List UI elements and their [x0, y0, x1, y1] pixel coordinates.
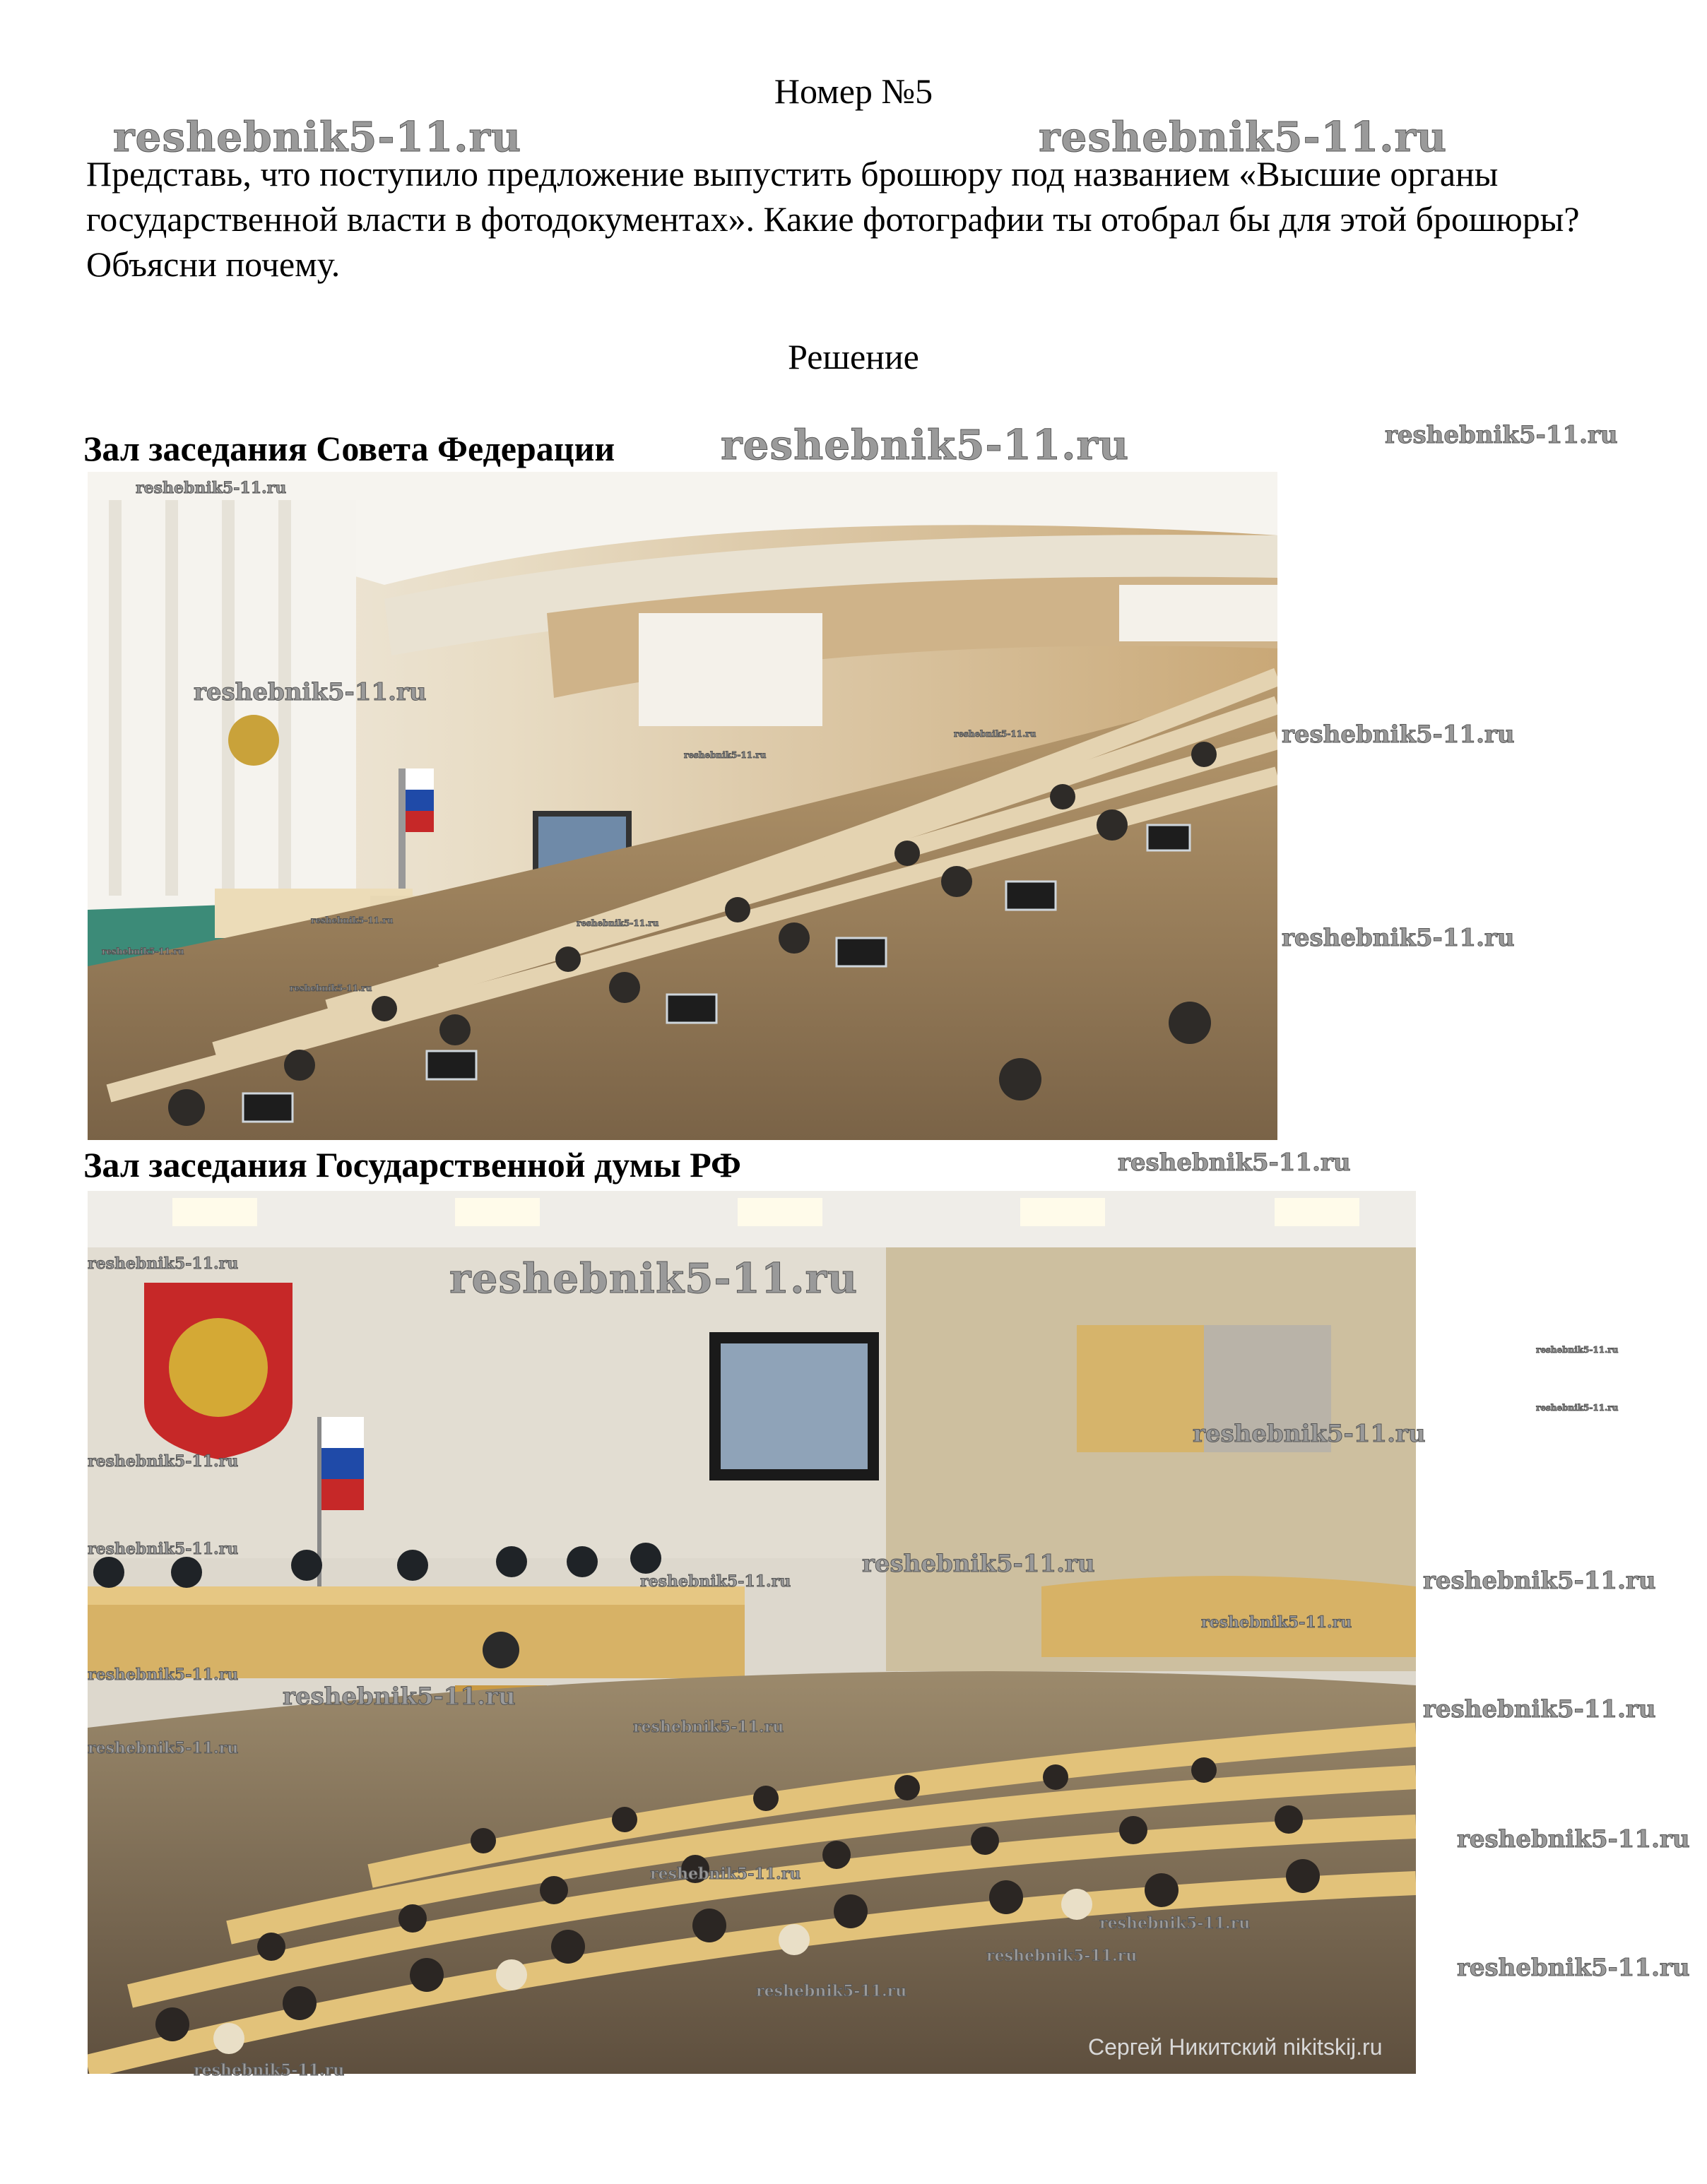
watermark: reshebnik5-11.ru: [633, 1718, 784, 1736]
solution-label: Решение: [788, 337, 919, 376]
photo-credit: Сергей Никитский nikitskij.ru: [1088, 2034, 1383, 2060]
watermark: reshebnik5-11.ru: [290, 983, 372, 993]
watermark: reshebnik5-11.ru: [194, 2061, 345, 2079]
watermark: reshebnik5-11.ru: [88, 1666, 239, 1684]
watermark: reshebnik5-11.ru: [1282, 720, 1515, 749]
watermark: reshebnik5-11.ru: [449, 1254, 858, 1302]
watermark: reshebnik5-11.ru: [88, 1452, 239, 1471]
watermark: reshebnik5-11.ru: [102, 946, 184, 956]
watermark: reshebnik5-11.ru: [88, 1739, 239, 1757]
watermark: reshebnik5-11.ru: [194, 678, 427, 706]
watermark: reshebnik5-11.ru: [684, 750, 767, 760]
watermark: reshebnik5-11.ru: [1536, 1403, 1619, 1413]
watermark: reshebnik5-11.ru: [986, 1947, 1138, 1965]
watermark: reshebnik5-11.ru: [1536, 1345, 1619, 1355]
watermark: reshebnik5-11.ru: [88, 1540, 239, 1558]
watermark: reshebnik5-11.ru: [577, 918, 659, 928]
section-heading-federation-council: Зал заседания Совета Федерации: [83, 429, 615, 468]
watermark: reshebnik5-11.ru: [1039, 113, 1448, 161]
federation-council-hall-photo: [88, 472, 1277, 1140]
watermark: reshebnik5-11.ru: [640, 1572, 791, 1591]
watermark: reshebnik5-11.ru: [1457, 1825, 1690, 1853]
watermark: reshebnik5-11.ru: [1193, 1420, 1426, 1448]
watermark: reshebnik5-11.ru: [88, 1254, 239, 1273]
section-heading-state-duma: Зал заседания Государственной думы РФ: [83, 1145, 741, 1185]
state-duma-hall-photo: [88, 1191, 1416, 2074]
watermark: reshebnik5-11.ru: [1201, 1613, 1352, 1632]
watermark: reshebnik5-11.ru: [650, 1865, 801, 1883]
watermark: reshebnik5-11.ru: [1423, 1567, 1656, 1595]
watermark: reshebnik5-11.ru: [1282, 924, 1515, 952]
task-text: Представь, что поступило предложение выпустить брошюру под названием «Высшие органы государственной власти в фотодокументах». Какие фотографии ты отобрал бы для этой брошюры? Объясни почему.: [86, 154, 1580, 284]
watermark: reshebnik5-11.ru: [1385, 421, 1618, 449]
watermark: reshebnik5-11.ru: [1118, 1149, 1351, 1177]
watermark: reshebnik5-11.ru: [756, 1982, 907, 2000]
watermark: reshebnik5-11.ru: [862, 1550, 1095, 1578]
watermark: reshebnik5-11.ru: [1423, 1695, 1656, 1723]
watermark: reshebnik5-11.ru: [136, 479, 287, 497]
page-title: Номер №5: [774, 71, 933, 111]
watermark: reshebnik5-11.ru: [113, 113, 522, 161]
watermark: reshebnik5-11.ru: [954, 729, 1036, 739]
watermark: reshebnik5-11.ru: [283, 1682, 516, 1711]
watermark: reshebnik5-11.ru: [721, 421, 1130, 469]
watermark: reshebnik5-11.ru: [1099, 1914, 1251, 1933]
watermark: reshebnik5-11.ru: [1457, 1954, 1690, 1982]
watermark: reshebnik5-11.ru: [311, 915, 394, 925]
